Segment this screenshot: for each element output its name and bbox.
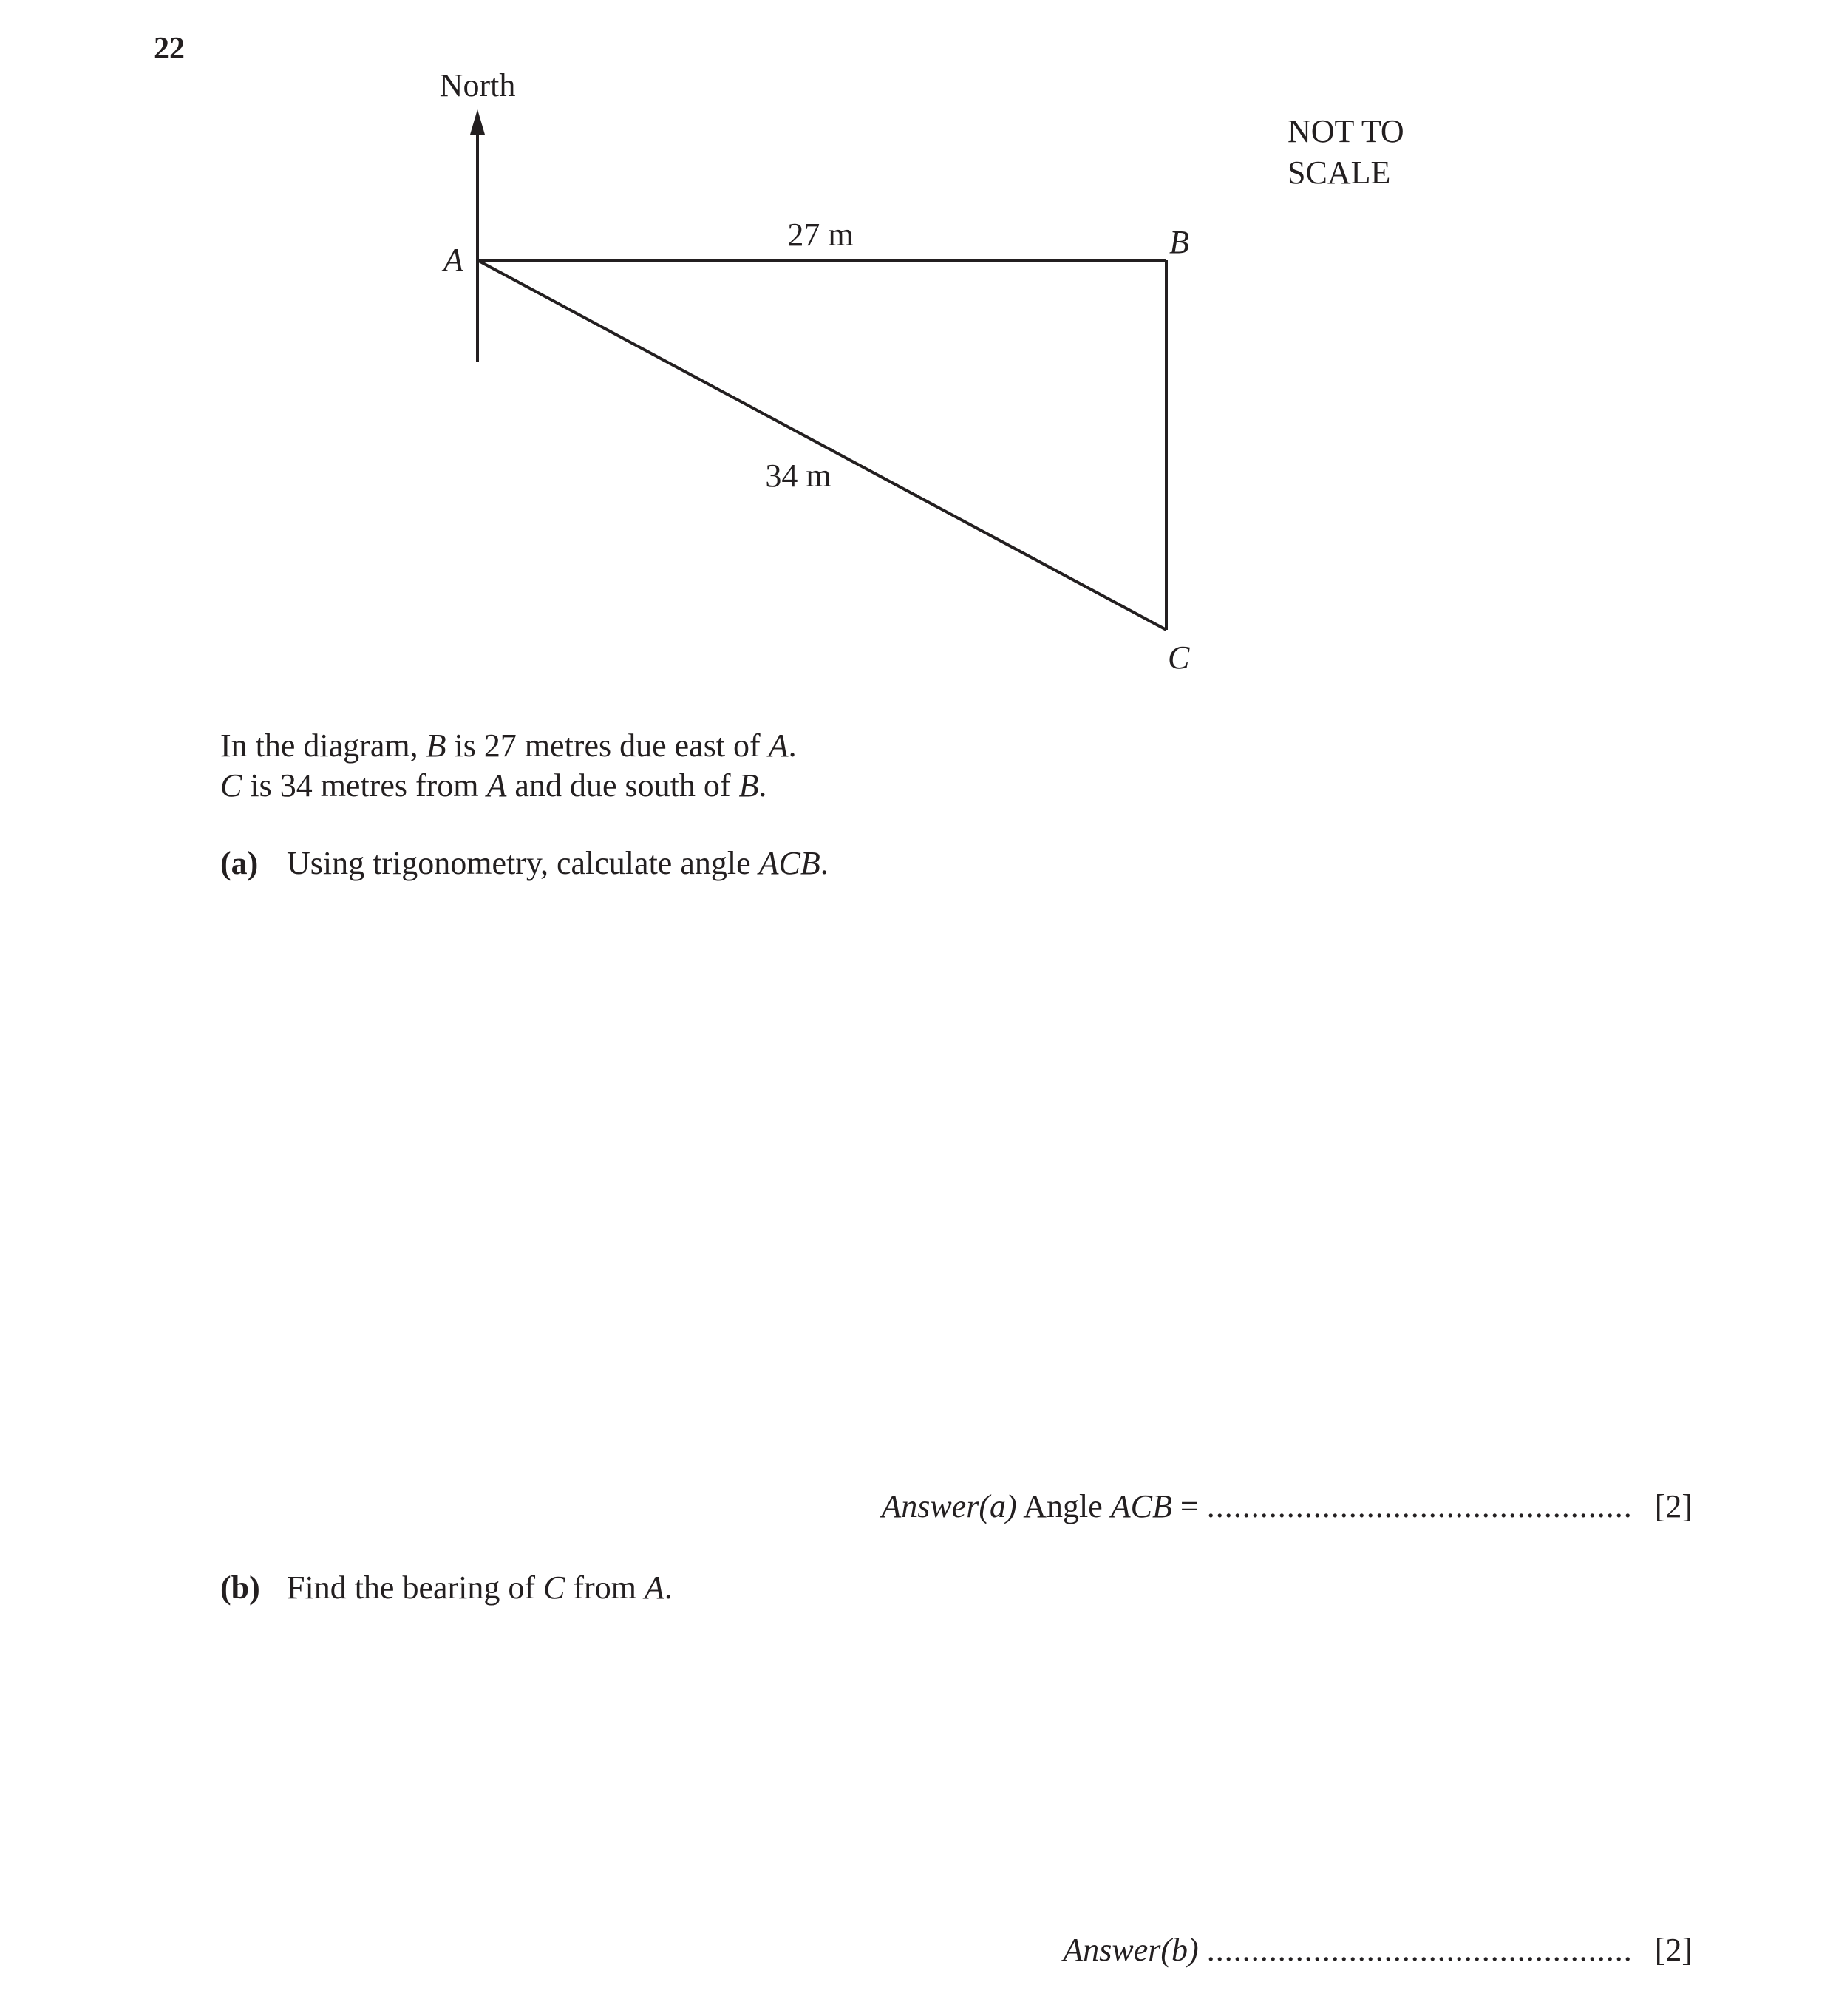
text: . xyxy=(820,845,829,881)
point-b: B xyxy=(738,767,759,804)
answer-a-angle: ACB xyxy=(1110,1488,1172,1524)
text: . xyxy=(788,727,797,764)
answer-b-prefix: Answer(b) xyxy=(1063,1932,1199,1968)
answer-b-field[interactable]: ................................................ xyxy=(1206,1932,1633,1968)
answer-a-marks: [2] xyxy=(1654,1488,1693,1524)
point-c: C xyxy=(220,767,242,804)
answer-a-line[interactable] xyxy=(881,1487,1693,1525)
answer-b-line[interactable] xyxy=(1063,1931,1693,1969)
text: = xyxy=(1171,1488,1207,1524)
answer-b-marks: [2] xyxy=(1654,1932,1693,1968)
point-c-label: C xyxy=(1168,639,1190,676)
point-a: A xyxy=(644,1569,664,1606)
point-b: B xyxy=(426,727,446,764)
intro-text xyxy=(220,726,797,806)
part-b-question xyxy=(220,1569,673,1606)
triangle-diagram xyxy=(0,0,1833,710)
point-a: A xyxy=(486,767,507,804)
intro-line-2 xyxy=(220,766,797,806)
text: . xyxy=(664,1569,673,1606)
text xyxy=(1199,1932,1207,1968)
point-c: C xyxy=(543,1569,565,1606)
text: from xyxy=(565,1569,645,1606)
note-line-1: NOT TO xyxy=(1288,113,1404,149)
part-a-text: Using trigonometry, calculate angle xyxy=(287,845,759,881)
point-b-label: B xyxy=(1169,224,1189,260)
north-label: North xyxy=(439,67,516,103)
text: In the diagram, xyxy=(220,727,426,764)
text: . xyxy=(758,767,767,804)
text: Angle xyxy=(1016,1488,1111,1524)
intro-line-1 xyxy=(220,726,797,766)
text: is 27 metres due east of xyxy=(446,727,769,764)
point-a-label: A xyxy=(443,242,463,278)
ab-length-label: 27 m xyxy=(787,217,854,253)
side-ac xyxy=(477,260,1166,630)
point-a: A xyxy=(768,727,789,764)
ac-length-label: 34 m xyxy=(765,458,832,494)
text: is 34 metres from xyxy=(242,767,487,804)
part-a-label: (a) xyxy=(220,845,259,881)
text: and due south of xyxy=(506,767,739,804)
note-line-2: SCALE xyxy=(1288,155,1391,191)
part-b-text: Find the bearing of xyxy=(287,1569,544,1606)
answer-a-prefix: Answer(a) xyxy=(881,1488,1017,1524)
north-arrow-icon xyxy=(470,109,485,135)
part-a-question xyxy=(220,844,829,882)
question-number: 22 xyxy=(154,32,185,66)
not-to-scale-note xyxy=(1288,111,1404,194)
part-b-label: (b) xyxy=(220,1569,260,1606)
answer-a-field[interactable]: ................................................ xyxy=(1206,1488,1633,1524)
part-a-angle: ACB xyxy=(758,845,820,881)
